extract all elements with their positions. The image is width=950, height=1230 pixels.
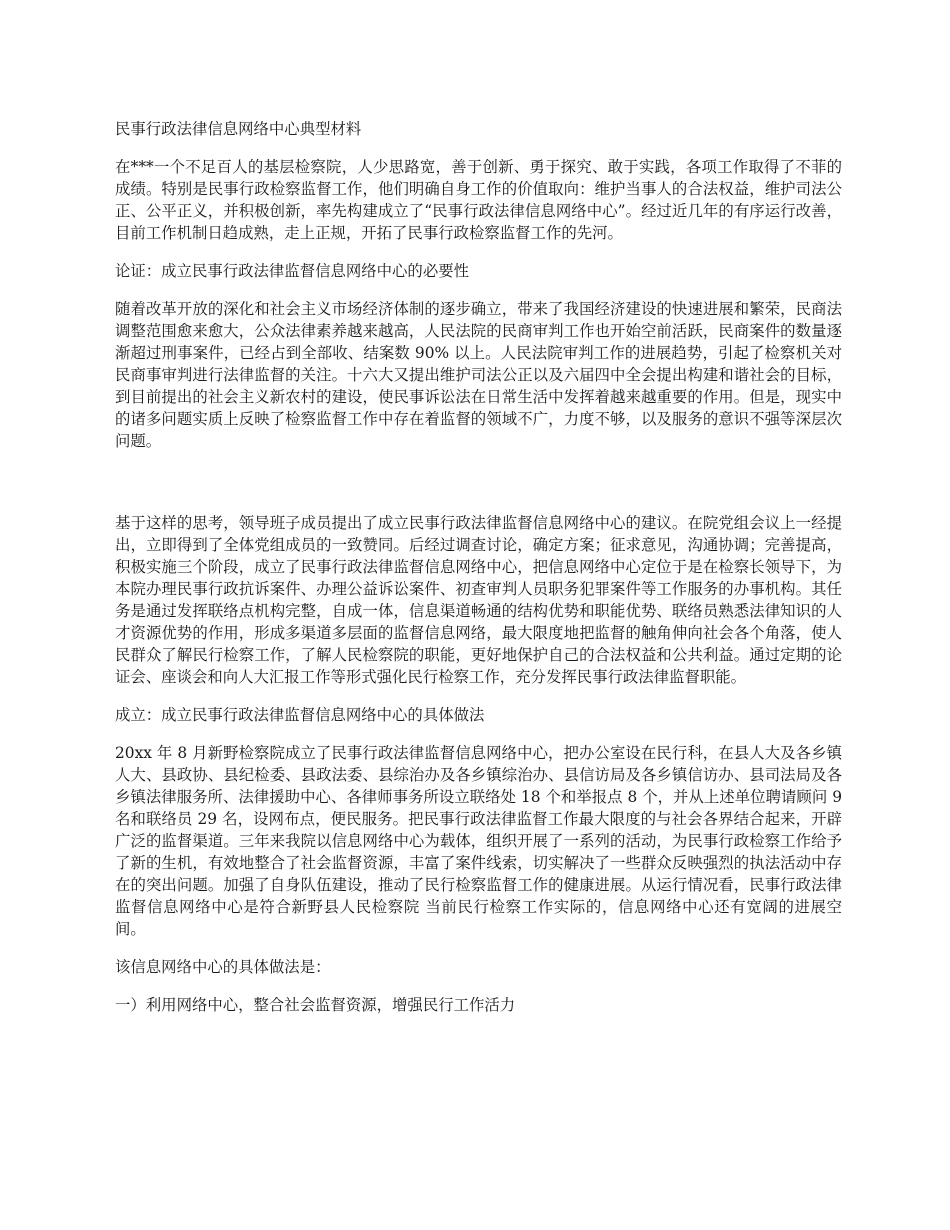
necessity-paragraph: 随着改革开放的深化和社会主义市场经济体制的逐步确立，带来了我国经济建设的快速进展和繁荣，民商法调整范围愈来愈大，公众法律素养越来越高，人民法院的民商审判工作也开始空前活跃，民商案件的数量逐渐超过刑事案件，已经占到全部收、结案数 90% 以上。人民法院审判工作的进展趋势，引起了检察机关对民商事审判进行法律监督的关注。十六大又提出维护司法公正以及六届四中全会提出构建和谐社会的目标，到目前提出的社会主义新农村的建设，使民事诉讼法在日常生活中发挥着越来越重要的作用。但是，现实中的诸多问题实质上反映了检察监督工作中存在着监督的领域不广，力度不够，以及服务的意识不强等深层次问题。: [115, 300, 842, 450]
method-intro-line: 该信息网络中心的具体做法是：: [115, 958, 331, 976]
blank-spacer: [115, 468, 842, 512]
document-title: 民事行政法律信息网络中心典型材料: [115, 120, 362, 138]
document-page: [115, 118, 842, 1032]
practice-paragraph: 20xx 年 8 月新野检察院成立了民事行政法律监督信息网络中心，把办公室设在民行科，在县人大及各乡镇人大、县政协、县纪检委、县政法委、县综治办及各乡镇综治办、县信访局及各乡镇信访办、县司法局及各乡镇法律服务所、法律援助中心、各律师事务所设立联络处 18 个和举报点 8 个，并从上述单位聘请顾问 9 名和联络员 29 名，设网布点，便民服务。把民事行政法律监督工作最大限度的与社会各界结合起来，开辟广泛的监督渠道。三年来我院以信息网络中心为载体，组织开展了一系列的活动，为民事行政检察工作给予了新的生机，有效地整合了社会监督资源，丰富了案件线索，切实解决了一些群众反映强烈的执法活动中存在的突出问题。加强了自身队伍建设，推动了民行检察监督工作的健康进展。从运行情况看，民事行政法律监督信息网络中心是符合新野县人民检察院 当前民行检察工作实际的，信息网络中心还有宽阔的进展空间。: [115, 744, 842, 938]
section-heading-necessity: 论证：成立民事行政法律监督信息网络中心的必要性: [115, 262, 469, 280]
intro-paragraph: 在***一个不足百人的基层检察院，人少思路宽，善于创新、勇于探究、敢于实践，各项工作取得了不菲的成绩。特别是民事行政检察监督工作，他们明确自身工作的价值取向：维护当事人的合法权益，维护司法公正、公平正义，并积极创新，率先构建成立了“民事行政法律信息网络中心”。经过近几年的有序运行改善，目前工作机制日趋成熟，走上正规，开拓了民事行政检察监督工作的先河。: [115, 158, 842, 242]
proposal-paragraph: 基于这样的思考，领导班子成员提出了成立民事行政法律监督信息网络中心的建议。在院党组会议上一经提出，立即得到了全体党组成员的一致赞同。后经过调查讨论，确定方案；征求意见，沟通协调；完善提高，积极实施三个阶段，成立了民事行政法律监督信息网络中心，把信息网络中心定位于是在检察长领导下，为本院办理民事行政抗诉案件、办理公益诉讼案件、初查审判人员职务犯罪案件等工作服务的办事机构。其任务是通过发挥联络点机构完整，自成一体，信息渠道畅通的结构优势和职能优势、联络员熟悉法律知识的人才资源优势的作用，形成多渠道多层面的监督信息网络，最大限度地把监督的触角伸向社会各个角落，使人民群众了解民行检察工作，了解人民检察院的职能，更好地保护自己的合法权益和公共利益。通过定期的论证会、座谈会和向人大汇报工作等形式强化民行检察工作，充分发挥民事行政法律监督职能。: [115, 514, 842, 686]
section-heading-practice: 成立：成立民事行政法律监督信息网络中心的具体做法: [115, 706, 485, 724]
method-item-1: 一）利用网络中心，整合社会监督资源，增强民行工作活力: [115, 996, 516, 1014]
